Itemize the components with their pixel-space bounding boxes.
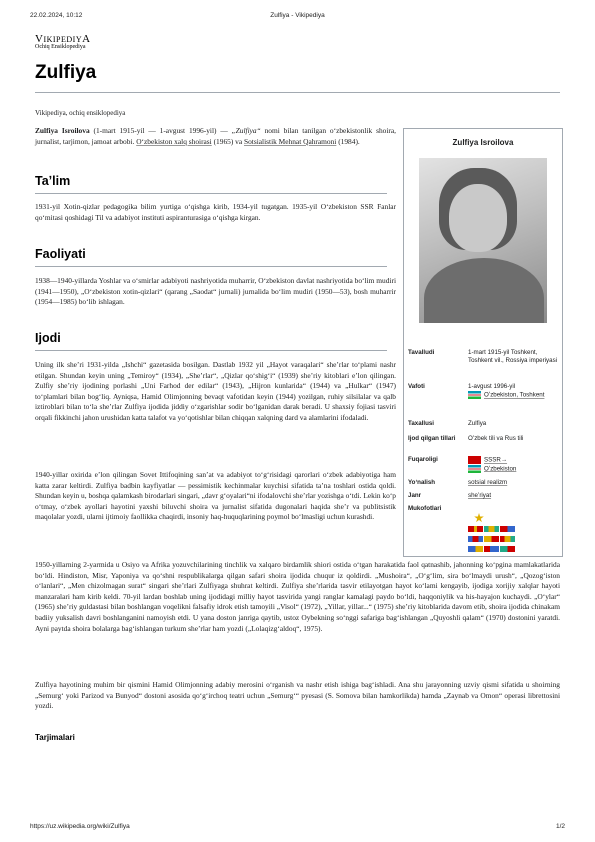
infobox-label: Ijod qilgan tillari xyxy=(408,435,456,442)
hero-star-icon xyxy=(474,513,484,523)
portrait-body xyxy=(424,258,544,323)
page-title: Zulfiya xyxy=(35,62,97,83)
link-uzbekistan[interactable]: Oʻzbekiston xyxy=(484,465,517,473)
award-ribbons xyxy=(468,513,516,557)
section-divider xyxy=(35,350,387,351)
section-heading-ijodi: Ijodi xyxy=(35,331,61,345)
order-ribbon-icon[interactable] xyxy=(484,526,499,532)
infobox-label: Janr xyxy=(408,492,422,499)
intro-text: nomi bilan tanilgan oʻzbekistonlik shoira, jurnalist, tarjimon, jamoat arbobi. xyxy=(35,126,396,146)
order-ribbon-icon[interactable] xyxy=(500,546,515,552)
infobox-value: Oʻzbek tili va Rus tili xyxy=(468,435,524,442)
print-url: https://uz.wikipedia.org/wiki/Zulfiya xyxy=(30,823,130,830)
uzbekistan-flag-icon xyxy=(468,391,481,399)
infobox-label: Fuqaroligi xyxy=(408,456,438,463)
link-realizm[interactable]: sotsial realizm xyxy=(468,479,508,486)
link-mehnat-qahramoni[interactable]: Sotsialistik Mehnat Qahramoni xyxy=(243,136,337,146)
logo-wordmark: VikipediyA xyxy=(35,33,91,45)
order-ribbon-icon[interactable] xyxy=(468,536,483,542)
section-heading-talim: Taʼlim xyxy=(35,174,71,188)
logo-tagline: Ochiq Ensiklopediya xyxy=(35,44,86,50)
infobox-label: Yoʻnalish xyxy=(408,479,436,486)
section-divider xyxy=(35,193,387,194)
order-ribbon-icon[interactable] xyxy=(500,526,515,532)
section-heading-tarjimalari: Tarjimalari xyxy=(35,733,75,742)
print-footer xyxy=(30,823,565,830)
link-sheriyat[interactable]: sheʼriyat xyxy=(468,492,492,499)
intro-text: (1984). xyxy=(336,136,360,146)
intro-text: (1-mart 1915-yil — 1-avgust 1996-yil) — xyxy=(89,126,232,135)
section-paragraph: 1938—1940-yillarda Yoshlar va oʻsmirlar adabiyoti nashriyotida muharrir, Oʻzbekiston davlat nashriyotida boʻlim mudiri (1941—1950), „Oʻzbekiston xotin-qizlari“ (qarang „Saodat“ jurnali) jurnalida boʻlim mudiri (1950—53), bosh muharrir (1954—1985) boʻlib ishlagan. xyxy=(35,276,396,307)
order-ribbon-icon[interactable] xyxy=(468,526,483,532)
infobox xyxy=(403,128,563,557)
link-ussr[interactable]: SSSR→ xyxy=(484,456,508,464)
ussr-flag-icon xyxy=(468,456,481,464)
infobox-value: 1-mart 1915-yil Toshkent, Toshkent vil., Rossiya imperiyasi xyxy=(468,349,558,365)
order-ribbon-icon[interactable] xyxy=(484,536,499,542)
infobox-title: Zulfiya Isroilova xyxy=(452,138,514,147)
section-paragraph: Uning ilk sheʼri 1931-yilda „Ishchi“ gazetasida bosilgan. Dastlab 1932 yil „Hayot varaqalari“ sheʼrlar toʻplami nashr etilgan. Shundan keyin uning „Temiroy“ (1934), „Sheʼrlar“, „Qizlar qoʻshigʻi“ (1939) sheʼriy kitoblari eʼlon qilingan. Zulfiy sheʼriy ijodining porlashi „Uni Farhod der edilar“ (1943), „Hijron kunlarida“ (1944) va „Hulkar“ (1947) toʻplamlari bilan bogʻliq. Ayniqsa, Hamid Olimjonning bevaqt vafotidan keyin (1944) yozilgan, ruhiy silsilalar va qalb iztiroblari bilan toʻla sheʼrlar Zulfiya ijodida jiddiy oʻzgarishlar sodir boʻlganidan darak beradi. U shaxsiy fojiasi tasviri orqali fikkinchi jahon urushidan katta talafot va yoʻqotishlar bilan chiqqan xalqning dard va alamlarini ifodaladi. xyxy=(35,360,396,422)
infobox-label: Mukofotlari xyxy=(408,505,442,512)
infobox-value: 1-avgust 1996-yil xyxy=(468,383,516,390)
order-ribbon-icon[interactable] xyxy=(484,546,499,552)
portrait-face xyxy=(449,184,507,252)
section-paragraph: 1940-yillar oxirida eʼlon qilingan Sovet Ittifoqining sanʼat va adabiyot toʻgʻrisidagi qarorlari oʻzbek adabiyotiga ham katta zarar keltirdi. Zulfiya badbin kayfiyatlar — pessimistik kechinmalar kuychisi sifatida taʼna toshlari ostida qoldi. Shundan keyin u, boshqa qalamkash birodarlari singari, „davr gʻoyalari“ni ifodalovchi sheʼrlar yozishga oʻtdi. Lekin koʻp oʻtmay, oʻzbek ayollari hayotini yaxshi biluvchi shoira va jurnalist sifatida dugonalari haqida sheʼr va publitsistik maqolalar yozdi, ularni ijtimoiy faollikka chaqirdi, insoniy haq-huquqlarining poymol boʻlmasligi uchun kurashdi. xyxy=(35,470,396,522)
from-wikipedia: Vikipediya, ochiq ensiklopediya xyxy=(35,109,126,117)
intro-paragraph xyxy=(35,126,396,147)
print-page-number: 1/2 xyxy=(555,823,565,830)
section-paragraph: 1950-yillarning 2-yarmida u Osiyo va Afrika yozuvchilarining tinchlik va xalqaro birdamlik shiori ostida oʻtgan harakatida faol qatnashib, jahonning koʻpgina mamlakatlarida boʻldi. Hindiston, Misr, Yaponiya va qoʻshni respublikalarga qilgan safari shoira ijodida chuqur iz qoldirdi. „Mushoira“, „Oʻgʻlim, sira boʻlmaydi urush“, „Qozogʻiston oʻlanlari“, „Men chizolmagan surat“ singari sheʼrlari Zulfiyaga shuhrat keltirdi. Zulfiya sheʼrlarida tasvir etilayotgan hayot koʻlami kengayib, ijodiga xorijiy xalqlar hayoti manzaralari ham kirib keldi. 70-yil lardan boshlab uning ijodidagi milliy hayot tasvirida yangi ranglar kamalagi paydo boʻldi, haqqoniylik va his-hayajon kuchaydi. „Oʻylar“ (1965) sheʼriy guldastasi bilan boshlangan voqelikni falsafiy idrok etish tamoyili „Visol“ (1972), „Yillar, yillar...“ (1975) sheʼriy kitoblarida davom etib, shoira ijodida chinakam badiiy yuksalish davri boshlanganini namoyish etdi. U yana doston janriga qaytib, ustoz Oybekning soʻnggi safariga bagʻishlangan „Quyoshli qalam“ (1970) dostonini yaratdi. Ayni paytda shoira bolalarga bagʻishlangan turkum sheʼrlar ham yozdi („Lolaqizgʻaldoq“, 1975). xyxy=(35,560,560,633)
section-paragraph: 1931-yil Xotin-qizlar pedagogika bilim yurtiga oʻqishga kirib, 1934-yil tugatgan. 1935-yil Oʻzbekiston SSR Fanlar qoʻmitasi qoshidagi Til va adabiyot instituti aspiranturasiga oʻqishga kirgan. xyxy=(35,202,396,222)
print-timestamp: 22.02.2024, 10:12 xyxy=(30,12,83,19)
order-ribbon-icon[interactable] xyxy=(468,546,483,552)
section-paragraph: Zulfiya hayotining muhim bir qismini Hamid Olimjonning adabiy merosini oʻrganish va nashr etish ishiga bagʻishladi. Ana shu jarayonning uzviy qismi sifatida u shoirning „Semurgʻ yoki Parizod va Bunyod“ dostoni asosida qoʻgʻirchoq teatri uchun „Semurgʻ“ pyesasi (S. Somova bilan hamkorlikda) hamda „Zaynab va Omon“ operasi librettosini yozdi. xyxy=(35,680,560,711)
link-xalq-shoirasi[interactable]: Oʻzbekiston xalq shoirasi xyxy=(136,136,212,146)
infobox-value: Zulfiya xyxy=(468,420,487,427)
infobox-value-group xyxy=(468,456,560,474)
subject-name: Zulfiya Isroilova xyxy=(35,126,90,135)
order-ribbon-icon[interactable] xyxy=(500,536,515,542)
pen-name: „Zulfiya“ xyxy=(231,126,261,135)
infobox-value-group xyxy=(468,383,560,400)
intro-text: (1965) va xyxy=(211,136,244,146)
section-divider xyxy=(35,266,387,267)
infobox-label: Vafoti xyxy=(408,383,425,390)
title-divider xyxy=(35,92,560,93)
uzbekistan-flag-icon xyxy=(468,465,481,473)
section-heading-faoliyati: Faoliyati xyxy=(35,247,86,261)
portrait-photo[interactable] xyxy=(419,158,547,323)
infobox-label: Taxallusi xyxy=(408,420,435,427)
link-death-place[interactable]: Oʻzbekiston, Toshkent xyxy=(484,391,545,399)
print-tab-title: Zulfiya - Vikipediya xyxy=(270,12,325,19)
infobox-label: Tavalludi xyxy=(408,349,435,356)
wikipedia-logo[interactable] xyxy=(35,33,91,50)
